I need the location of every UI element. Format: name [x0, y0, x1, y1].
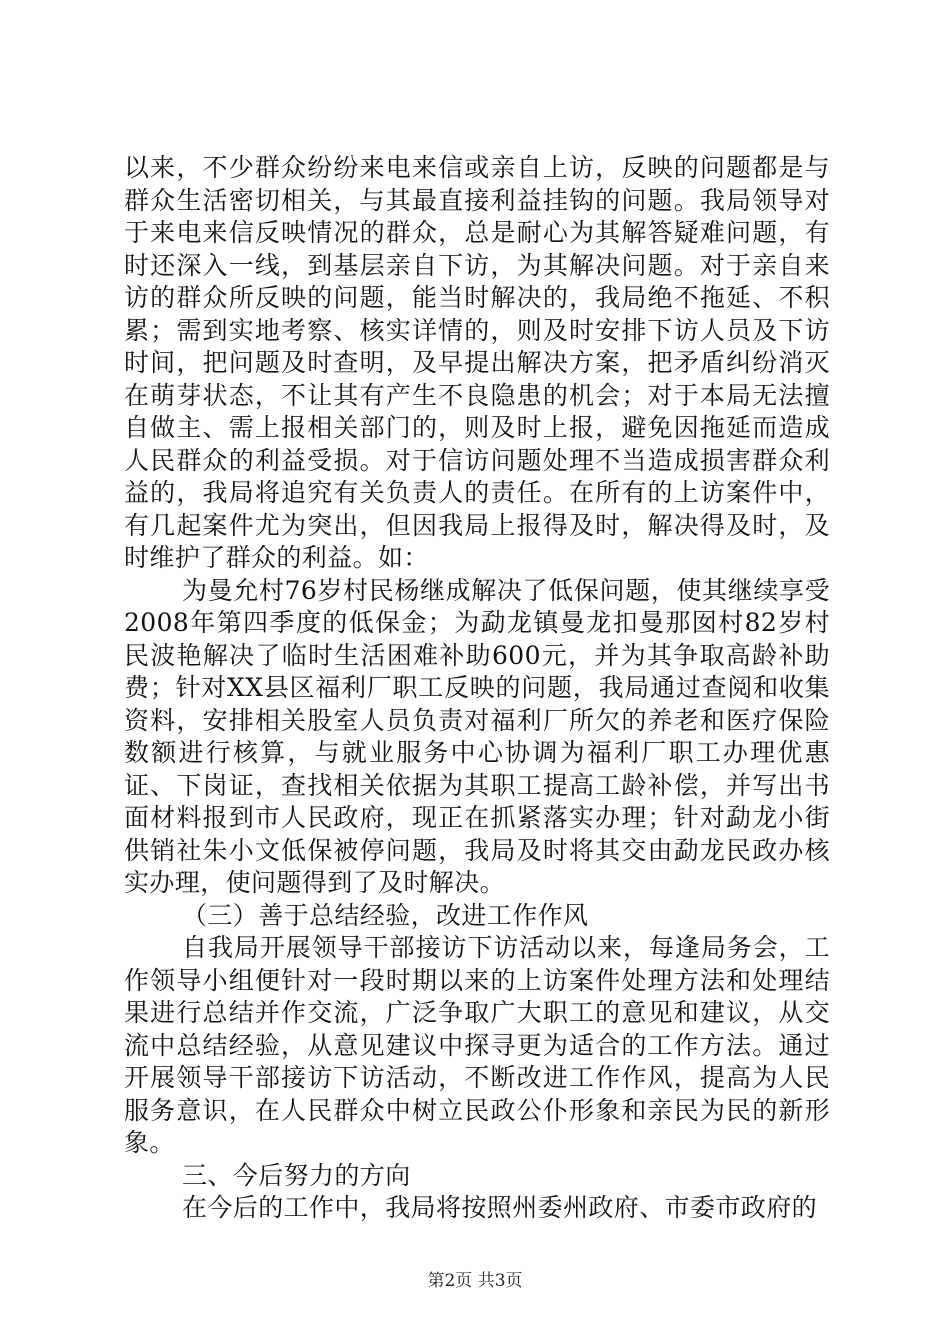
body-paragraph-summary: 自我局开展领导干部接访下访活动以来，每逢局务会，工作领导小组便针对一段时期以来的上访案件处理方法和处理结果进行总结并作交流，广泛争取广大职工的意见和建议，从交流中总结经验，从意见建议中探寻更为适合的工作方法。通过开展领导干部接访下访活动，不断改进工作作风，提高为人民服务意识，在人民群众中树立民政公仆形象和亲民为民的新形象。: [124, 933, 830, 1157]
page-footer: 第2页 共3页: [427, 1271, 523, 1291]
section-heading-summarize: （三）善于总结经验，改进工作作风: [182, 900, 589, 930]
section-heading-future: 三、今后努力的方向: [182, 1160, 411, 1190]
document-body: [124, 152, 830, 1225]
body-paragraph-future: 在今后的工作中，我局将按照州委州政府、市委市政府的: [182, 1193, 818, 1222]
body-paragraph-cases: 为曼允村76岁村民杨继成解决了低保问题，使其继续享受2008年第四季度的低保金；为勐龙镇曼龙扣曼那囡村82岁村民波艳解决了临时生活困难补助600元，并为其争取高龄补助费；针对XX县区福利厂职工反映的问题，我局通过查阅和收集资料，安排相关股室人员负责对福利厂所欠的养老和医疗保险数额进行核算，与就业服务中心协调为福利厂职工办理优惠证、下岗证，查找相关依据为其职工提高工龄补偿，并写出书面材料报到市人民政府，现正在抓紧落实办理；针对勐龙小街供销社朱小文低保被停问题，我局及时将其交由勐龙民政办核实办理，使问题得到了及时解决。: [124, 575, 830, 897]
body-paragraph-continued: 以来，不少群众纷纷来电来信或亲自上访，反映的问题都是与群众生活密切相关，与其最直接利益挂钩的问题。我局领导对于来电来信反映情况的群众，总是耐心为其解答疑难问题，有时还深入一线，到基层亲自下访，为其解决问题。对于亲自来访的群众所反映的问题，能当时解决的，我局绝不拖延、不积累；需到实地考察、核实详情的，则及时安排下访人员及下访时间，把问题及时查明，及早提出解决方案，把矛盾纠纷消灭在萌芽状态，不让其有产生不良隐患的机会；对于本局无法擅自做主、需上报相关部门的，则及时上报，避免因拖延而造成人民群众的利益受损。对于信访问题处理不当造成损害群众利益的，我局将追究有关负责人的责任。在所有的上访案件中，有几起案件尤为突出，但因我局上报得及时，解决得及时，及时维护了群众的利益。如：: [124, 153, 830, 572]
